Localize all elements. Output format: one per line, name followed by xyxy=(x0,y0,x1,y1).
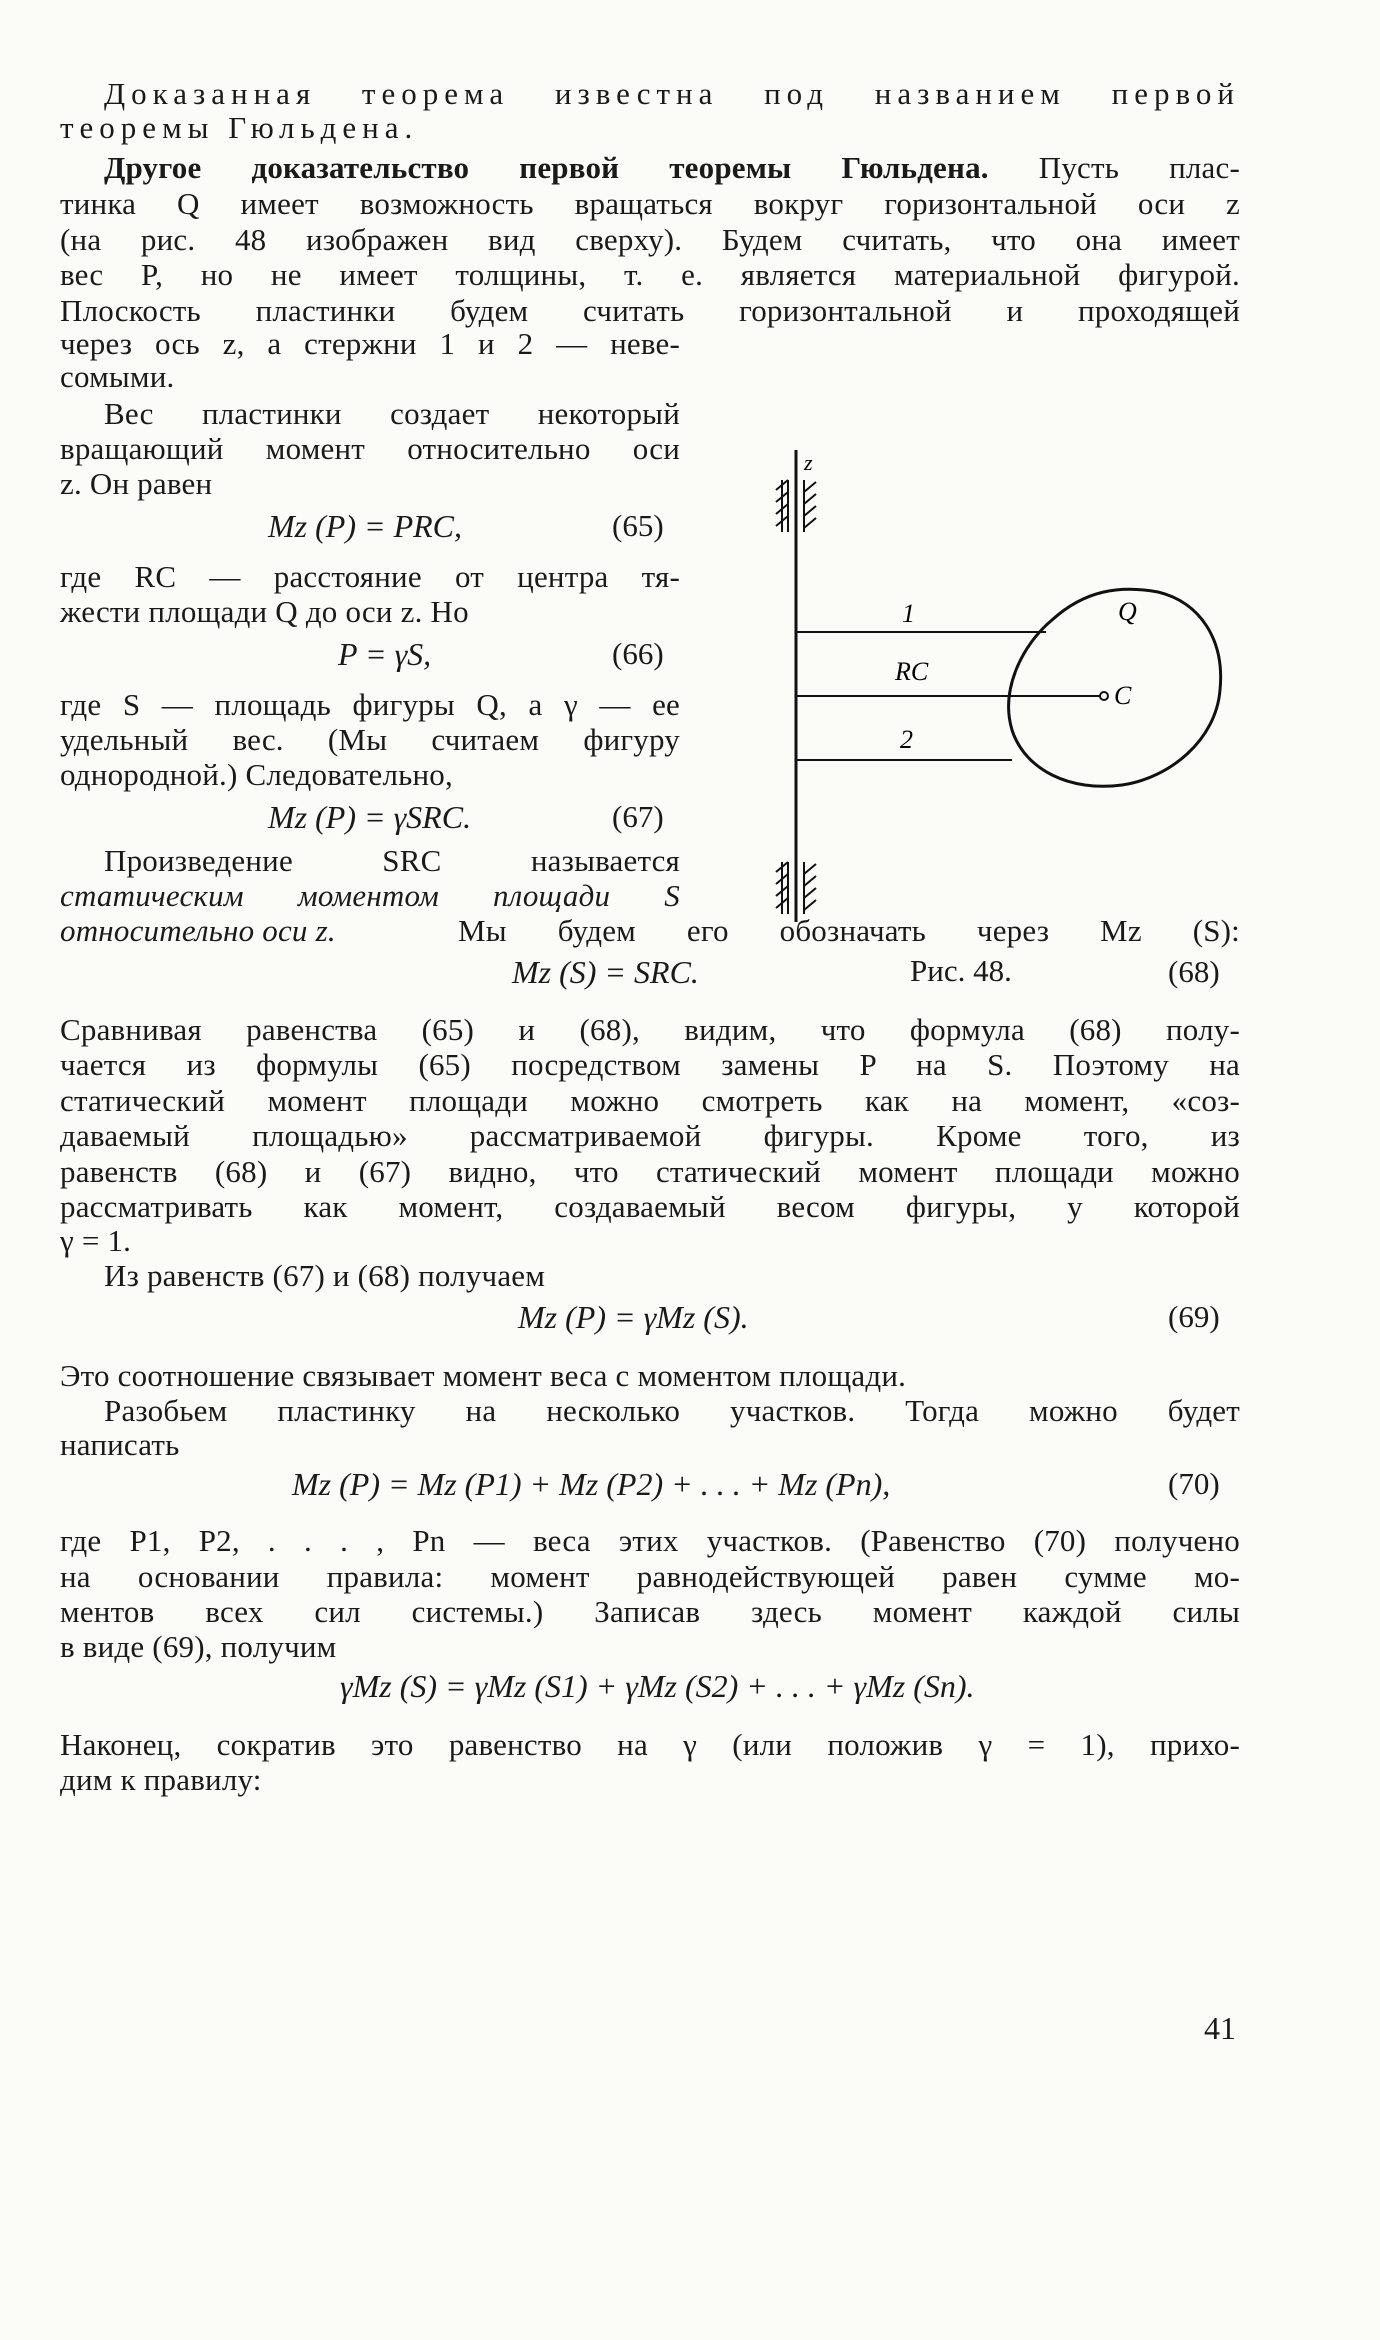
para10-line-3: ментов всех сил системы.) Записав здесь момент каждой силы xyxy=(60,1594,1240,1629)
plate-label: Q xyxy=(1118,597,1137,626)
para11-line-1: Наконец, сократив это равенство на γ (или положив γ = 1), прихо- xyxy=(60,1727,1240,1762)
para6-line-2: чается из формулы (65) посредством замены P на S. Поэтому на xyxy=(60,1047,1240,1082)
para6-line-6: рассматривать как момент, создаваемый весом фигуры, у которой xyxy=(60,1189,1240,1224)
para1-line-3: (на рис. 48 изображен вид сверху). Будем считать, что она имеет xyxy=(60,222,1240,257)
equation-68: Mz (S) = SRC. xyxy=(512,954,699,990)
equation-70: Mz (P) = Mz (P1) + Mz (P2) + . . . + Mz (Pn), xyxy=(292,1466,891,1502)
rc-label: RC xyxy=(895,657,929,686)
equation-67-number: (67) xyxy=(612,799,664,834)
para1-line-1-rest: Пусть плас- xyxy=(988,150,1240,185)
center-point xyxy=(1100,692,1108,700)
equation-68-number: (68) xyxy=(1168,954,1220,989)
para5-line-1: Произведение SRC называется xyxy=(104,843,680,878)
equation-66-number: (66) xyxy=(612,636,664,671)
equation-70-number: (70) xyxy=(1168,1466,1220,1501)
para3-line-1: где RC — расстояние от центра тя- xyxy=(60,559,680,594)
para5-line-2: статическим моментом площади S xyxy=(60,878,680,913)
para2-line-3: z. Он равен xyxy=(60,466,213,501)
para2-line-1: Вес пластинки создает некоторый xyxy=(104,396,680,431)
para6-line-5: равенств (68) и (67) видно, что статический момент площади можно xyxy=(60,1154,1240,1189)
para10-line-4: в виде (69), получим xyxy=(60,1629,337,1664)
para6-line-3: статический момент площади можно смотреть как на момент, «соз- xyxy=(60,1083,1240,1118)
para3-line-2: жести площади Q до оси z. Но xyxy=(60,594,469,629)
para5-line-3-rest: Мы будем его обозначать через Mz (S): xyxy=(458,913,1240,948)
para4-line-1: где S — площадь фигуры Q, а γ — ее xyxy=(60,687,680,722)
para10-line-2: на основании правила: момент равнодействующей равен сумме мо- xyxy=(60,1559,1240,1594)
para10-line-1: где P1, P2, . . . , Pn — веса этих участков. (Равенство (70) получено xyxy=(60,1523,1240,1558)
figure-48 xyxy=(740,440,1260,940)
section-heading: Другое доказательство первой теоремы Гюльдена. xyxy=(104,150,989,185)
equation-67: Mz (P) = γSRC. xyxy=(268,799,472,835)
intro-line-1: Доказанная теорема известна под названием первой xyxy=(104,76,1240,111)
para8-line-1: Это соотношение связывает момент веса с моментом площади. xyxy=(60,1358,907,1393)
para1-line-4: вес P, но не имеет толщины, т. е. является материальной фигурой. xyxy=(60,257,1240,292)
para6-line-4: даваемый площадью» рассматриваемой фигуры. Кроме того, из xyxy=(60,1118,1240,1153)
para11-line-2: дим к правилу: xyxy=(60,1762,262,1797)
para1-line-5: Плоскость пластинки будем считать горизонтальной и проходящей xyxy=(60,293,1240,328)
para1-line-6: через ось z, а стержни 1 и 2 — неве- xyxy=(60,326,680,361)
equation-65: Mz (P) = PRC, xyxy=(268,508,462,544)
para4-line-2: удельный вес. (Мы считаем фигуру xyxy=(60,722,680,757)
center-label: C xyxy=(1114,681,1132,710)
para7-line-1: Из равенств (67) и (68) получаем xyxy=(104,1258,546,1293)
axis-label: z xyxy=(804,450,813,475)
equation-69: Mz (P) = γMz (S). xyxy=(518,1299,749,1335)
para5-line-3-italic: относительно оси z. xyxy=(60,913,336,948)
intro-line-2: теоремы Гюльдена. xyxy=(60,110,419,145)
equation-66: P = γS, xyxy=(338,636,432,672)
figure-caption: Рис. 48. xyxy=(910,953,1012,988)
para1-line-7: сомыми. xyxy=(60,359,175,394)
para9-line-1: Разобьем пластинку на несколько участков. Тогда можно будет xyxy=(104,1393,1240,1428)
para6-line-7: γ = 1. xyxy=(60,1223,132,1258)
rod-1-label: 1 xyxy=(902,599,915,628)
equation-71: γMz (S) = γMz (S1) + γMz (S2) + . . . + γMz (Sn). xyxy=(340,1668,975,1704)
rod-2-label: 2 xyxy=(900,725,913,754)
page-number: 41 xyxy=(1204,2010,1236,2046)
para1-line-1 xyxy=(104,150,1240,186)
para4-line-3: однородной.) Следовательно, xyxy=(60,757,453,792)
para1-line-2: тинка Q имеет возможность вращаться вокруг горизонтальной оси z xyxy=(60,186,1240,221)
equation-69-number: (69) xyxy=(1168,1299,1220,1334)
para9-line-2: написать xyxy=(60,1427,180,1462)
equation-65-number: (65) xyxy=(612,508,664,543)
para6-line-1: Сравнивая равенства (65) и (68), видим, что формула (68) полу- xyxy=(60,1012,1240,1047)
para2-line-2: вращающий момент относительно оси xyxy=(60,431,680,466)
